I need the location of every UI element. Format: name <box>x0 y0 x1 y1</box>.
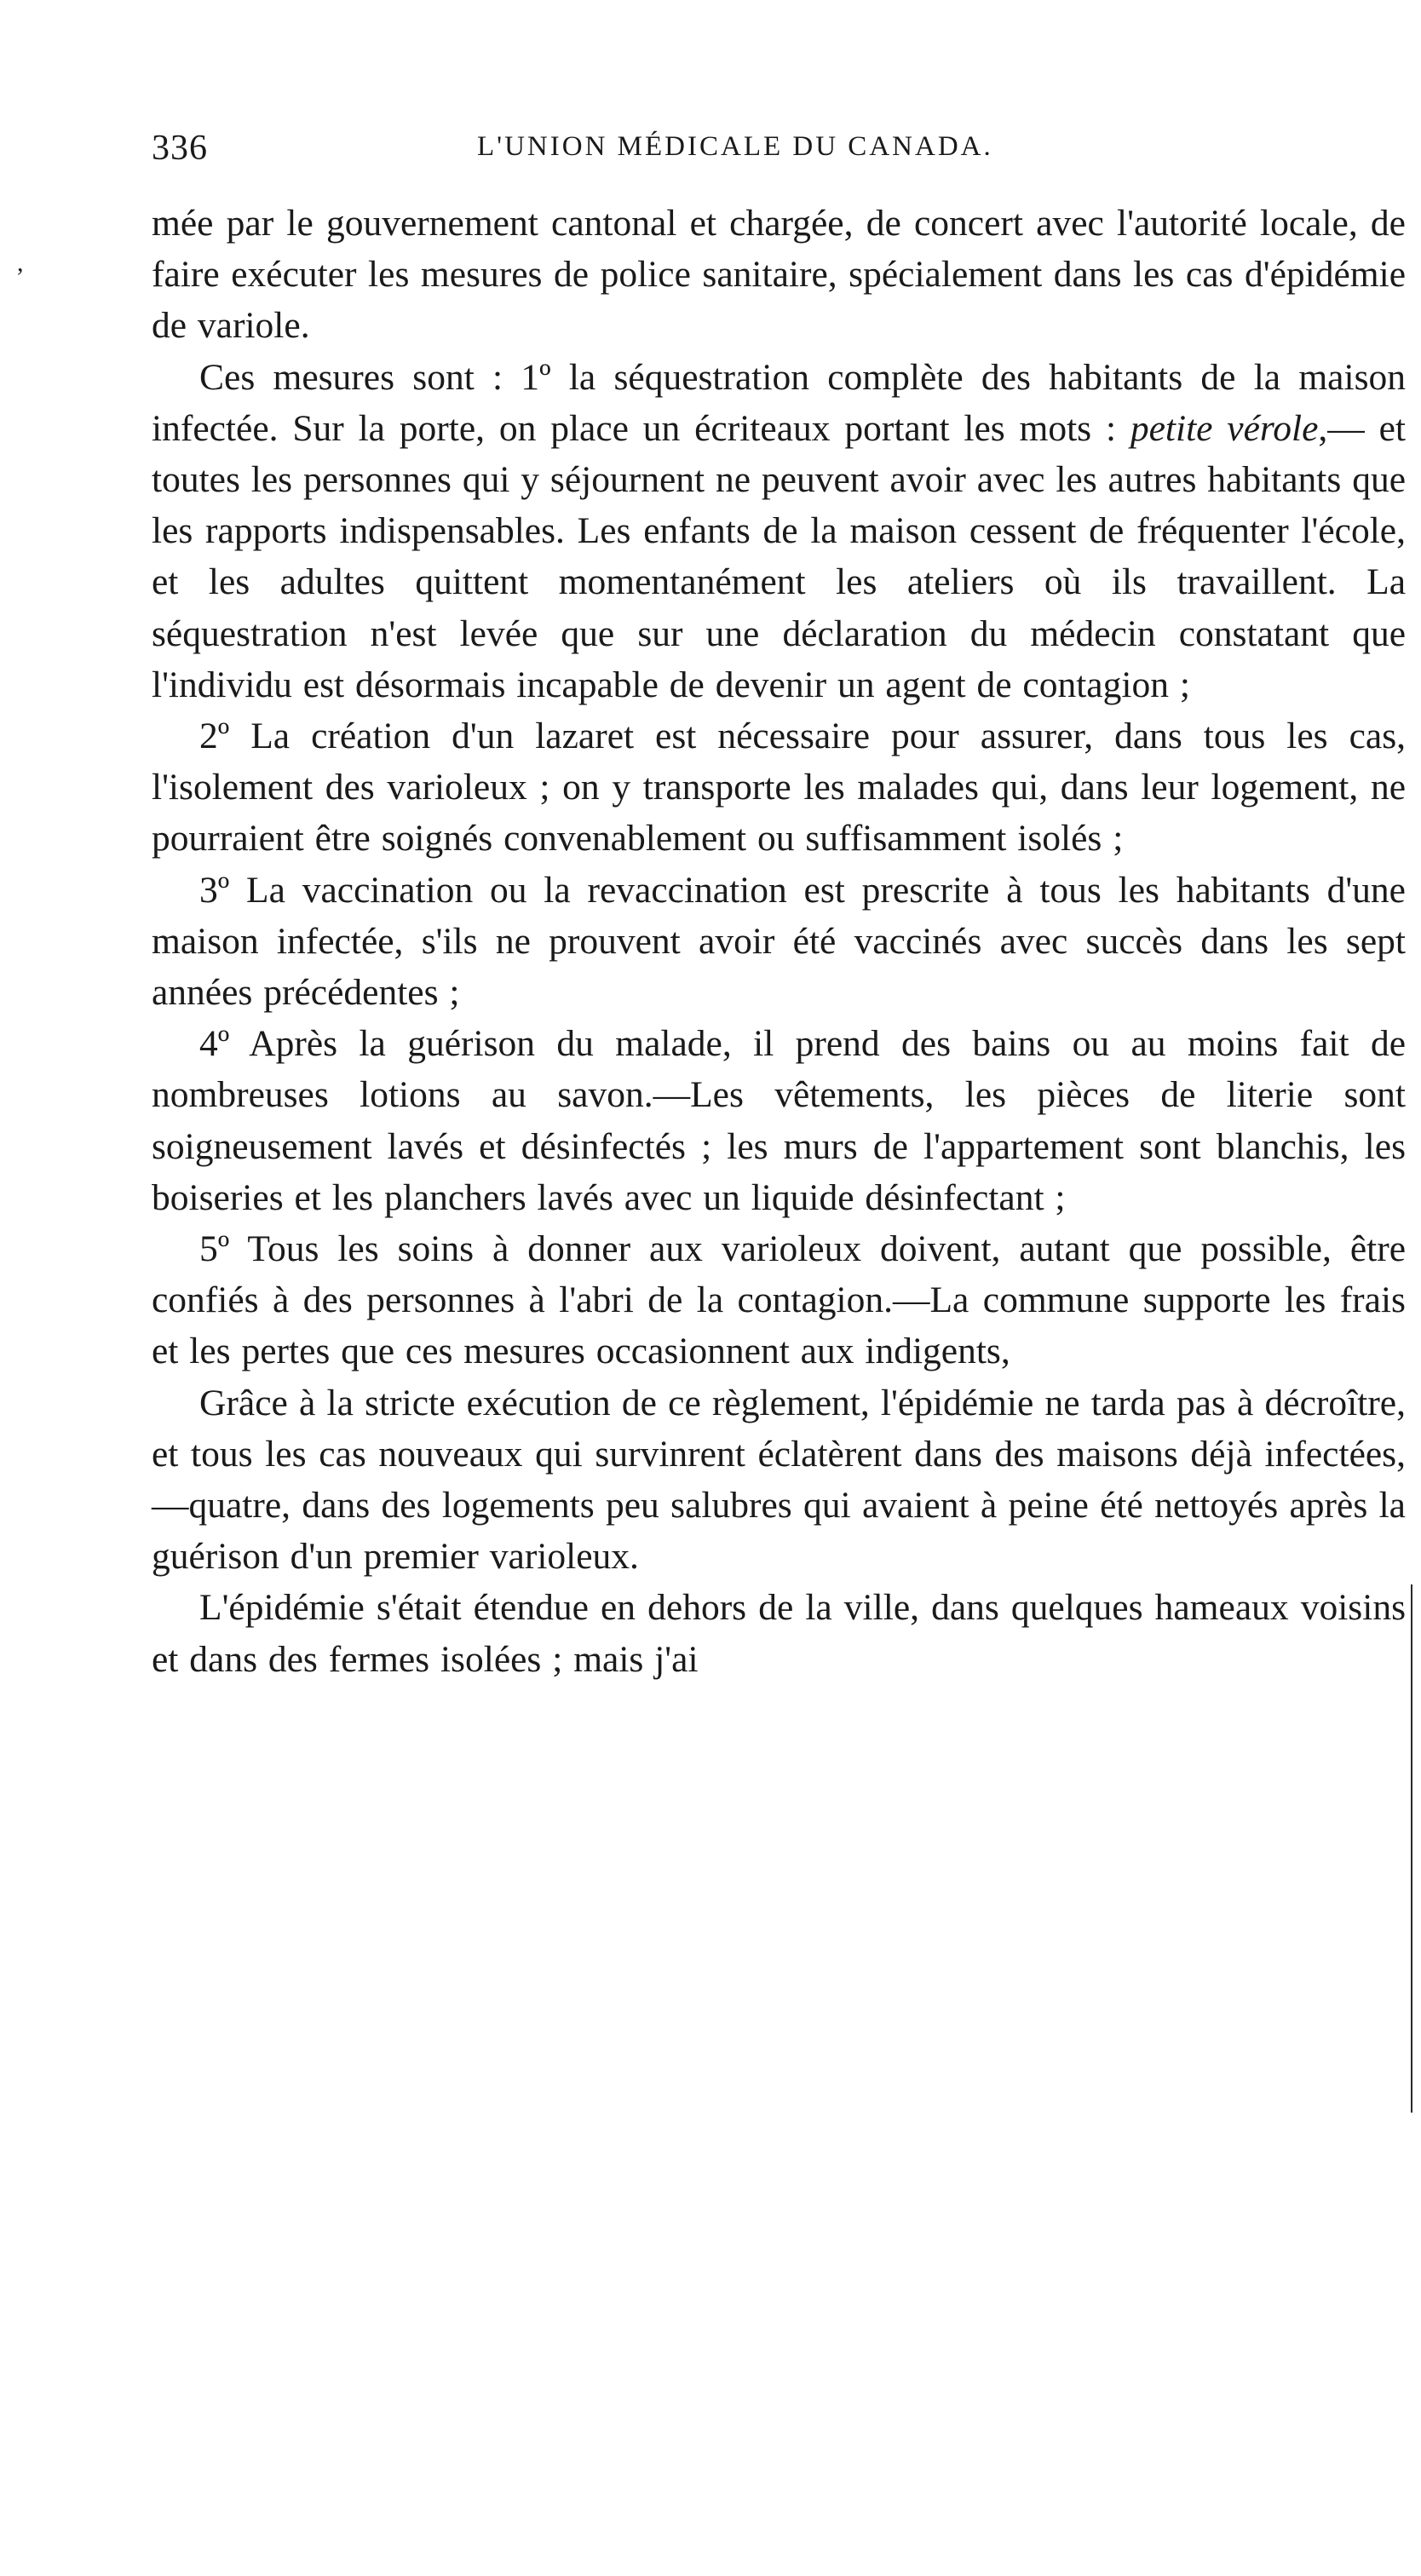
paragraph-epidemic-extent: L'épidémie s'était étendue en dehors de la ville, dans quelques hameaux voisins et dans des fermes isolées ; mais j'ai <box>152 1587 1406 1680</box>
stray-print-mark: , <box>17 249 24 277</box>
paragraph-item-2: 2º La création d'un lazaret est nécessaire pour assurer, dans tous les cas, l'isolement des varioleux ; on y transporte les malades qui, dans leur logement, ne pourraient être soignés convenablement ou suffisamment isolés ; <box>152 716 1406 860</box>
paragraph-measures-italic-phrase: petite vérole <box>1130 407 1319 449</box>
paragraph-measures-text-end: ,— et toutes les personnes qui y séjournent ne peuvent avoir avec les autres habitants que les rapports indispensables. Les enfants de la maison cessent de fréquenter l'école, et les adultes quittent momentanément les ateliers où ils travaillent. La séquestration n'est levée que sur une déclaration du médecin constatant que l'individu est désormais incapable de devenir un agent de contagion ; <box>152 407 1406 705</box>
paragraph-item-5: 5º Tous les soins à donner aux varioleux doivent, autant que possible, être confiés à des personnes à l'abri de la contagion.—La commune supporte les frais et les pertes que ces mesures occasionnent aux indigents, <box>152 1228 1406 1372</box>
body-text <box>152 198 1406 1685</box>
paragraph-measures-text-start: Ces mesures sont : 1º la séquestration complète des habitants de la maison infectée. Sur la porte, on place un écriteaux portant les mots : <box>152 356 1406 449</box>
book-page <box>152 128 1412 1685</box>
page-number: 336 <box>152 129 208 168</box>
paragraph-continuation: mée par le gouvernement cantonal et chargée, de concert avec l'autorité locale, de faire exécuter les mesures de police sanitaire, spécialement dans les cas d'épidémie de variole. <box>152 203 1406 347</box>
running-head: L'UNION MÉDICALE DU CANADA. <box>477 131 993 162</box>
page-header <box>152 128 1412 179</box>
paragraph-measures <box>152 352 1406 710</box>
paragraph-grace: Grâce à la stricte exécution de ce règlement, l'épidémie ne tarda pas à décroître, et tous les cas nouveaux qui survinrent éclatèrent dans des maisons déjà infectées,—quatre, dans des logements peu salubres qui avaient à peine été nettoyés après la guérison d'un premier varioleux. <box>152 1382 1406 1578</box>
paragraph-item-3: 3º La vaccination ou la revaccination est prescrite à tous les habitants d'une maison infectée, s'ils ne prouvent avoir été vaccinés avec succès dans les sept années précédentes ; <box>152 869 1406 1014</box>
paragraph-item-4: 4º Après la guérison du malade, il prend des bains ou au moins fait de nombreuses lotions au savon.—Les vêtements, les pièces de literie sont soigneusement lavés et désinfectés ; les murs de l'appartement sont blanchis, les boiseries et les planchers lavés avec un liquide désinfectant ; <box>152 1023 1406 1218</box>
margin-rule <box>1411 1584 1412 2113</box>
